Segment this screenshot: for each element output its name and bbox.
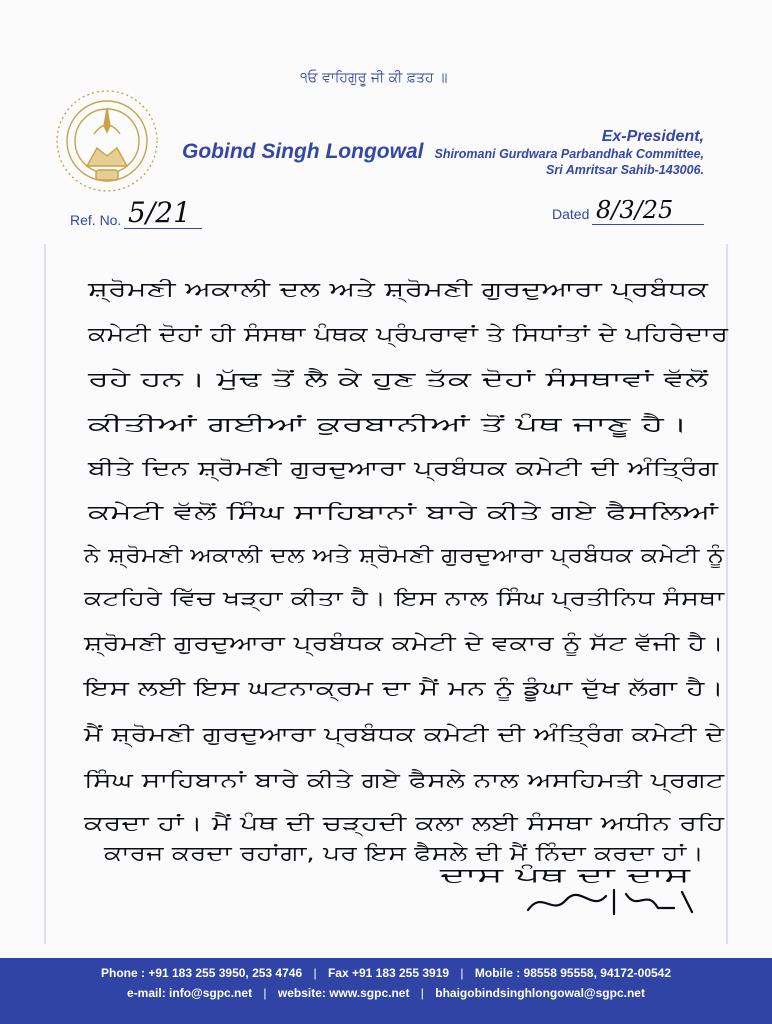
footer-web-row — [0, 986, 772, 1000]
footer-email: e-mail: info@sgpc.net — [127, 986, 253, 1000]
date-underline — [592, 224, 704, 225]
footer-separator: | — [460, 966, 464, 980]
footer-separator: | — [420, 986, 424, 1000]
office-block — [434, 128, 704, 178]
letter-line: ਸ਼੍ਰੋਮਣੀ ਗੁਰਦੁਆਰਾ ਪ੍ਰਬੰਧਕ ਕਮੇਟੀ ਦੇ ਵਕਾਰ ਨੂੰ ਸੱਟ ਵੱਜੀ ਹੈ। — [84, 631, 543, 655]
footer-fax: Fax +91 183 255 3919 — [327, 966, 450, 980]
letter-line: ਬੀਤੇ ਦਿਨ ਸ਼੍ਰੋਮਣੀ ਗੁਰਦੁਆਰਾ ਪ੍ਰਬੰਧਕ ਕਮੇਟੀ ਦੀ ਅੰਤ੍ਰਿੰਗ — [88, 456, 526, 480]
office-title: Ex-President, — [601, 128, 704, 145]
footer-email-personal: bhaigobindsinghlongowal@sgpc.net — [435, 986, 645, 1000]
letter-line: ਕਾਰਜ ਕਰਦਾ ਰਹਾਂਗਾ, ਪਰ ਇਸ ਫੈਸਲੇ ਦੀ ਮੈਂ ਨਿੰਦਾ ਕਰਦਾ ਹਾਂ। — [102, 841, 705, 865]
footer-phone: Phone : +91 183 255 3950, 253 4746 — [100, 966, 303, 980]
sender-name: Gobind Singh Longowal — [182, 140, 424, 163]
footer-separator: | — [313, 966, 317, 980]
letter-line: ਰਹੇ ਹਨ। ਮੁੱਢ ਤੋਂ ਲੈ ਕੇ ਹੁਣ ਤੱਕ ਦੋਹਾਂ ਸੰਸਥਾਵਾਂ ਵੱਲੋਂ — [86, 367, 709, 391]
letter-line: ਕਮੇਟੀ ਦੋਹਾਂ ਹੀ ਸੰਸਥਾ ਪੰਥਕ ਪ੍ਰੰਪਰਾਵਾਂ ਤੇ ਸਿਧਾਂਤਾਂ ਦੇ ਪਹਿਰੇਦਾਰ — [88, 322, 557, 346]
letter-line: ਨੇ ਸ਼੍ਰੋਮਣੀ ਅਕਾਲੀ ਦਲ ਅਤੇ ਸ਼੍ਰੋਮਣੀ ਗੁਰਦੁਆਰਾ ਪ੍ਰਬੰਧਕ ਕਮੇਟੀ ਨੂੰ — [84, 543, 585, 567]
seal-logo — [52, 86, 162, 196]
ref-label: Ref. No. — [70, 212, 122, 228]
footer-contact-row — [0, 966, 772, 980]
page-border-right — [726, 244, 728, 944]
letter-line: ਸ਼੍ਰੋਮਣੀ ਅਕਾਲੀ ਦਲ ਅਤੇ ਸ਼੍ਰੋਮਣੀ ਗੁਰਦੁਆਰਾ ਪ੍ਰਬੰਧਕ — [88, 277, 499, 301]
office-org-line1: Shiromani Gurdwara Parbandhak Committee, — [434, 147, 704, 161]
letter-line: ਕੀਤੀਆਂ ਗਈਆਂ ਕੁਰਬਾਨੀਆਂ ਤੋਂ ਪੰਥ ਜਾਣੂ ਹੈ। — [88, 412, 422, 436]
invocation-text: ੧ਓ ਵਾਹਿਗੁਰੂ ਜੀ ਕੀ ਫ਼ਤਹ ॥ — [300, 70, 448, 86]
footer-mobile: Mobile : 98558 95558, 94172-00542 — [474, 966, 672, 980]
office-org-line2: Sri Amritsar Sahib-143006. — [546, 163, 704, 177]
dated-label: Dated — [552, 206, 590, 222]
letter-line: ਕਟਹਿਰੇ ਵਿੱਚ ਖੜ੍ਹਾ ਕੀਤਾ ਹੈ। ਇਸ ਨਾਲ ਸਿੰਘ ਪ੍ਰਤੀਨਿਧ ਸੰਸਥਾ — [84, 586, 557, 610]
letter-line: ਮੈਂ ਸ਼੍ਰੋਮਣੀ ਗੁਰਦੁਆਰਾ ਪ੍ਰਬੰਧਕ ਕਮੇਟੀ ਦੀ ਅੰਤ੍ਰਿੰਗ ਕਮੇਟੀ ਦੇ — [84, 722, 536, 746]
page-border-left — [44, 244, 46, 944]
letter-line: ਇਸ ਲਈ ਇਸ ਘਟਨਾਕ੍ਰਮ ਦਾ ਮੈਂ ਮਨ ਨੂੰ ਡੂੰਘਾ ਦੁੱਖ ਲੱਗਾ ਹੈ। — [84, 676, 522, 700]
signature-mark — [522, 882, 702, 922]
letter-line: ਕਰਦਾ ਹਾਂ। ਮੈਂ ਪੰਥ ਦੀ ਚੜ੍ਹਦੀ ਕਲਾ ਲਈ ਸੰਸਥਾ ਅਧੀਨ ਰਹਿ — [84, 811, 530, 835]
letter-line: ਕਮੇਟੀ ਵੱਲੋਂ ਸਿੰਘ ਸਾਹਿਬਾਨਾਂ ਬਾਰੇ ਕੀਤੇ ਗਏ ਫੈਸਲਿਆਂ — [86, 500, 720, 524]
footer-bar — [0, 958, 772, 1024]
ref-value: 5/21 — [128, 196, 191, 229]
footer-website: website: www.sgpc.net — [277, 986, 410, 1000]
letter-line: ਸਿੰਘ ਸਾਹਿਬਾਨਾਂ ਬਾਰੇ ਕੀਤੇ ਗਏ ਫੈਸਲੇ ਨਾਲ ਅਸਹਿਮਤੀ ਪ੍ਰਗਟ — [84, 768, 539, 792]
date-value: 8/3/25 — [596, 196, 674, 224]
letter-line: ਦਾਸ ਪੰਥ ਦਾ ਦਾਸ — [438, 863, 692, 887]
footer-separator: | — [263, 986, 267, 1000]
